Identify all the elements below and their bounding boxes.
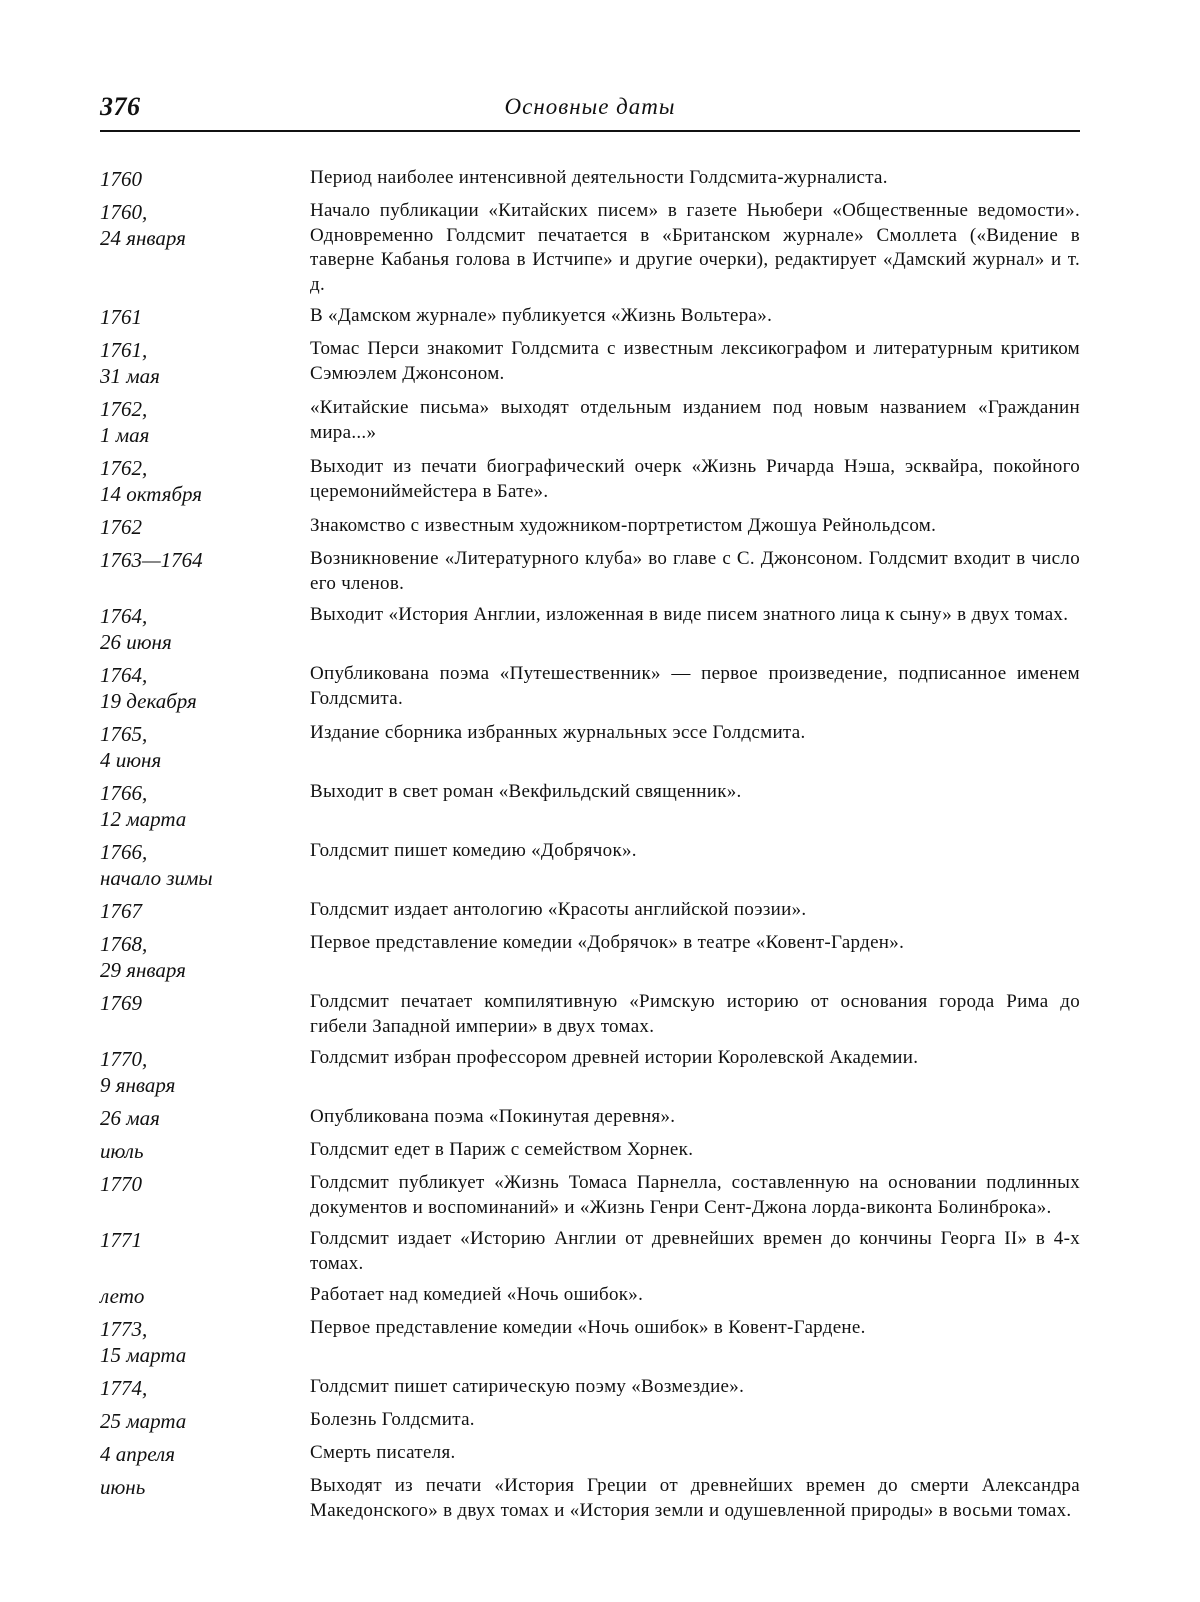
entry-text: Издание сборника избранных журнальных эссе Голдсмита. xyxy=(310,722,806,743)
chronology-entry xyxy=(100,1474,1080,1523)
entry-text: Опубликована поэма «Покинутая деревня». xyxy=(310,1106,676,1127)
entry-text: Выходит в свет роман «Векфильдский священник». xyxy=(310,781,742,802)
entry-text: Болезнь Голдсмита. xyxy=(310,1409,475,1430)
chronology-entry xyxy=(100,1408,1080,1434)
entry-text: Томас Перси знакомит Голдсмита с известным лексикографом и литературным критиком Сэмюэлем Джонсоном. xyxy=(310,338,1080,384)
entry-date: 1773, 15 марта xyxy=(100,1317,187,1367)
chronology-entry xyxy=(100,1138,1080,1164)
running-head xyxy=(100,90,1080,130)
chronology-entry xyxy=(100,455,1080,507)
entry-text: Период наиболее интенсивной деятельности Голдсмита-журналиста. xyxy=(310,167,888,188)
chronology-entry xyxy=(100,1171,1080,1220)
chronology-entry xyxy=(100,304,1080,330)
entry-date: 1764, 19 декабря xyxy=(100,663,197,713)
chronology-entry xyxy=(100,514,1080,540)
entry-date: 1762 xyxy=(100,515,142,539)
chronology-entry xyxy=(100,1441,1080,1467)
entry-text: Работает над комедией «Ночь ошибок». xyxy=(310,1284,644,1305)
chronology-entry xyxy=(100,780,1080,832)
entry-text: Смерть писателя. xyxy=(310,1442,456,1463)
chronology-entry xyxy=(100,721,1080,773)
entry-text: Голдсмит публикует «Жизнь Томаса Парнелла, составленную на основании подлинных документов и воспоминаний» и «Жизнь Генри Сент-Джона лорда-виконта Болинброка». xyxy=(310,1172,1080,1218)
chronology-entry xyxy=(100,1316,1080,1368)
entry-text: Выходит «История Англии, изложенная в виде писем знатного лица к сыну» в двух томах. xyxy=(310,604,1069,625)
entry-date: лето xyxy=(100,1284,145,1308)
chronology-entry xyxy=(100,199,1080,297)
chronology-entry xyxy=(100,898,1080,924)
entry-text: Знакомство с известным художником-портретистом Джошуа Рейнольдсом. xyxy=(310,515,937,536)
entry-text: Голдсмит печатает компилятивную «Римскую историю от основания города Рима до гибели Западной империи» в двух томах. xyxy=(310,991,1080,1037)
chronology-entry xyxy=(100,1375,1080,1401)
running-title: Основные даты xyxy=(504,94,676,119)
entry-date: 1774, xyxy=(100,1376,148,1400)
header-rule xyxy=(100,130,1080,132)
entry-text: Голдсмит пишет сатирическую поэму «Возмездие». xyxy=(310,1376,745,1397)
entry-text: Выходят из печати «История Греции от древнейших времен до смерти Александра Македонского» в двух томах и «История земли и одушевленной природы» в восьми томах. xyxy=(310,1475,1080,1521)
chronology-entry xyxy=(100,603,1080,655)
entry-text: Голдсмит издает антологию «Красоты английской поэзии». xyxy=(310,899,807,920)
chronology-entry xyxy=(100,337,1080,389)
chronology-entry xyxy=(100,1105,1080,1131)
chronology-list xyxy=(100,166,1080,1523)
entry-date: 1760 xyxy=(100,167,142,191)
entry-date: 1764, 26 июня xyxy=(100,604,172,654)
entry-date: 1771 xyxy=(100,1228,142,1252)
entry-date: 1766, 12 марта xyxy=(100,781,187,831)
entry-date: 1761, 31 мая xyxy=(100,338,160,388)
entry-date: 26 мая xyxy=(100,1106,160,1130)
chronology-entry xyxy=(100,931,1080,983)
entry-text: Начало публикации «Китайских писем» в газете Ньюбери «Общественные ведомости». Одновременно Голдсмит печатается в «Британском журнале» Смоллета («Видение в таверне Кабанья голова в Истчипе» и другие очерки), редактирует «Дамский журнал» и т. д. xyxy=(310,200,1080,295)
entry-text: Голдсмит избран профессором древней истории Королевской Академии. xyxy=(310,1047,919,1068)
book-page xyxy=(100,90,1080,1570)
entry-text: Голдсмит издает «Историю Англии от древнейших времен до кончины Георга II» в 4-х томах. xyxy=(310,1228,1080,1274)
entry-date: 1765, 4 июня xyxy=(100,722,162,772)
chronology-entry xyxy=(100,839,1080,891)
entry-date: 1762, 14 октября xyxy=(100,456,203,506)
entry-date: 4 апреля xyxy=(100,1442,175,1466)
entry-date: 1761 xyxy=(100,305,142,329)
entry-date: июнь xyxy=(100,1475,146,1499)
entry-text: Первое представление комедии «Добрячок» в театре «Ковент-Гарден». xyxy=(310,932,905,953)
chronology-entry xyxy=(100,547,1080,596)
chronology-entry xyxy=(100,1227,1080,1276)
page-number: 376 xyxy=(100,92,141,121)
entry-text: Первое представление комедии «Ночь ошибок» в Ковент-Гардене. xyxy=(310,1317,866,1338)
chronology-entry xyxy=(100,662,1080,714)
entry-date: июль xyxy=(100,1139,144,1163)
entry-text: Возникновение «Литературного клуба» во главе с С. Джонсоном. Голдсмит входит в число его членов. xyxy=(310,548,1080,594)
entry-date: 1770, 9 января xyxy=(100,1047,176,1097)
entry-text: «Китайские письма» выходят отдельным изданием под новым названием «Гражданин мира...» xyxy=(310,397,1080,443)
entry-text: В «Дамском журнале» публикуется «Жизнь Вольтера». xyxy=(310,305,773,326)
chronology-entry xyxy=(100,166,1080,192)
chronology-entry xyxy=(100,396,1080,448)
entry-date: 1770 xyxy=(100,1172,142,1196)
chronology-entry xyxy=(100,1283,1080,1309)
entry-date: 25 марта xyxy=(100,1409,187,1433)
entry-text: Выходит из печати биографический очерк «Жизнь Ричарда Нэша, эсквайра, покойного церемониймейстера в Бате». xyxy=(310,456,1080,502)
chronology-entry xyxy=(100,990,1080,1039)
entry-date: 1766, начало зимы xyxy=(100,840,213,890)
entry-date: 1763—1764 xyxy=(100,548,203,572)
entry-date: 1762, 1 мая xyxy=(100,397,150,447)
entry-text: Голдсмит пишет комедию «Добрячок». xyxy=(310,840,637,861)
entry-date: 1767 xyxy=(100,899,142,923)
entry-text: Голдсмит едет в Париж с семейством Хорнек. xyxy=(310,1139,694,1160)
entry-date: 1760, 24 января xyxy=(100,200,186,250)
entry-text: Опубликована поэма «Путешественник» — первое произведение, подписанное именем Голдсмита. xyxy=(310,663,1080,709)
entry-date: 1768, 29 января xyxy=(100,932,186,982)
entry-date: 1769 xyxy=(100,991,142,1015)
chronology-entry xyxy=(100,1046,1080,1098)
